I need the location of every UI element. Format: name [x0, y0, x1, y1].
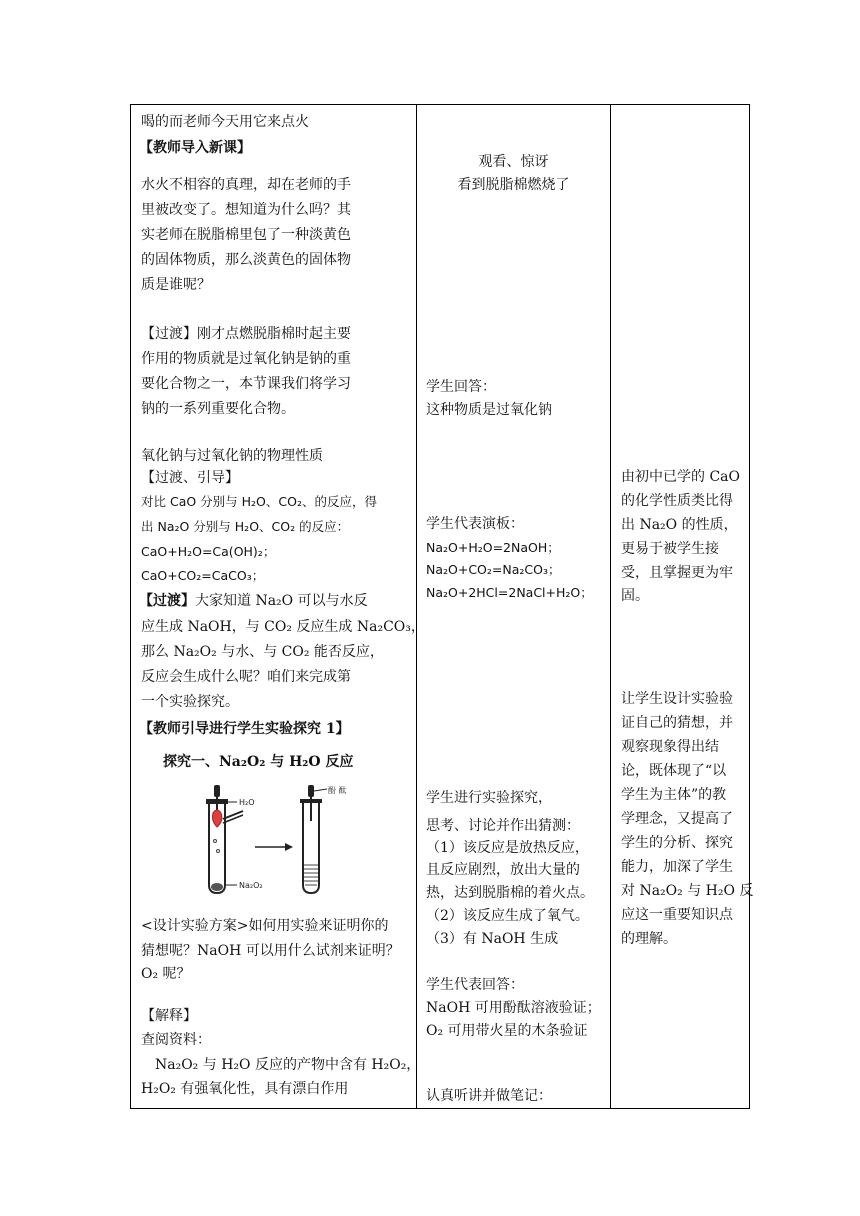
label-h2o: H₂O — [239, 798, 255, 807]
equation-line: Na₂O+H₂O=2NaOH； — [426, 540, 560, 555]
text-line: 认真听讲并做笔记： — [426, 1088, 552, 1104]
text-line: 学生代表演板： — [426, 516, 524, 532]
text-line: 学生代表回答： — [426, 977, 524, 993]
text-line: 让学生设计实验验 — [621, 691, 733, 707]
text-line: （3）有 NaOH 生成 — [426, 931, 559, 947]
text-line: 出 Na₂O 的性质， — [621, 517, 738, 533]
text-line: 水火不相容的真理，却在老师的手 — [141, 177, 351, 193]
section-heading: 【过渡】 — [139, 593, 195, 609]
text-line: 实老师在脱脂棉里包了一种淡黄色 — [141, 227, 351, 243]
text-line: 学生的分析、探究 — [621, 835, 733, 851]
experiment-apparatus-figure — [187, 785, 347, 900]
text-line: 的化学性质类比得 — [621, 493, 733, 509]
label-phenolphthalein: 酚 酞 — [328, 786, 347, 795]
section-heading: 【教师导入新课】 — [139, 140, 251, 156]
equation-line: Na₂O+2HCl=2NaCl+H₂O； — [426, 585, 593, 600]
text-line: 观察现象得出结 — [621, 739, 719, 755]
text-line: O₂ 可用带火星的木条验证 — [426, 1023, 588, 1039]
text-line: 观看、惊讶 — [478, 154, 549, 170]
text-line: 【过渡、引导】 — [141, 470, 239, 486]
text-line: 作用的物质就是过氧化钠是钠的重 — [141, 351, 351, 367]
text-line: Na₂O₂ 与 H₂O 反应的产物中含有 H₂O₂， — [155, 1057, 421, 1073]
text-line: 学生为主体”的教 — [621, 787, 727, 803]
text-line: H₂O₂ 有强氧化性，具有漂白作用 — [141, 1081, 349, 1097]
text-line: O₂ 呢？ — [141, 966, 191, 982]
text-line: 对比 CaO 分别与 H₂O、CO₂、的反应，得 — [141, 494, 377, 509]
text-line: 质是谁呢？ — [141, 277, 211, 293]
label-na2o2: Na₂O₂ — [239, 881, 263, 890]
student-activity-cell — [417, 105, 610, 1108]
text-line: 学生回答： — [426, 379, 496, 395]
text-line: 猜想呢？NaOH 可以用什么试剂来证明？ — [141, 943, 400, 959]
text-line: 这种物质是过氧化钠 — [426, 402, 552, 418]
text-line: 应生成 NaOH，与 CO₂ 反应生成 Na₂CO₃， — [141, 619, 425, 635]
text-line: 出 Na₂O 分别与 H₂O、CO₂ 的反应： — [141, 519, 350, 534]
text-line: 由初中已学的 CaO — [621, 469, 740, 485]
text-line: （1）该反应是放热反应， — [426, 840, 589, 856]
equation-line: CaO+CO₂=CaCO₃； — [141, 568, 265, 583]
equation-line: CaO+H₂O=Ca(OH)₂； — [141, 544, 276, 559]
section-heading: 【教师引导进行学生实验探究 1】 — [139, 721, 350, 737]
text-line: 氧化钠与过氧化钠的物理性质 — [141, 448, 323, 464]
text-line: 学理念，又提高了 — [621, 811, 733, 827]
section-heading: 【解释】 — [141, 1008, 197, 1024]
experiment-title: 探究一、Na₂O₂ 与 H₂O 反应 — [163, 754, 354, 770]
text-line: 要化合物之一，本节课我们将学习 — [141, 376, 351, 392]
text-line: 且反应剧烈，放出大量的 — [426, 862, 580, 878]
text-line: 一个实验探究。 — [141, 694, 239, 710]
text-line: 的理解。 — [621, 931, 677, 947]
lesson-table — [130, 104, 754, 1109]
text-line: NaOH 可用酚酞溶液验证； — [426, 1000, 601, 1016]
text-line: 热，达到脱脂棉的着火点。 — [426, 885, 594, 901]
design-intent-cell — [611, 105, 754, 1108]
text-line: 大家知道 Na₂O 可以与水反 — [195, 593, 368, 609]
text-line: 的固体物质，那么淡黄色的固体物 — [141, 252, 351, 268]
text-line: 【过渡】刚才点燃脱脂棉时起主要 — [141, 326, 351, 342]
text-line: 对 Na₂O₂ 与 H₂O 反 — [621, 883, 754, 899]
text-line: 查阅资料： — [141, 1032, 211, 1048]
text-line: <设计实验方案>如何用实验来证明你的 — [141, 918, 389, 934]
text-line: 固。 — [621, 588, 649, 604]
text-line: 里被改变了。想知道为什么吗？其 — [141, 202, 351, 218]
text-line: 能力，加深了学生 — [621, 859, 733, 875]
text-line — [139, 592, 368, 610]
text-line: 学生进行实验探究， — [426, 790, 552, 806]
text-line: 论，既体现了“以 — [621, 763, 727, 779]
text-line: 更易于被学生接 — [621, 541, 719, 557]
text-line: 应这一重要知识点 — [621, 907, 733, 923]
text-line: 那么 Na₂O₂ 与水、与 CO₂ 能否反应， — [141, 644, 384, 660]
text-line: 受，且掌握更为牢 — [621, 565, 733, 581]
text-line: 喝的而老师今天用它来点火 — [141, 114, 309, 130]
equation-line: Na₂O+CO₂=Na₂CO₃； — [426, 562, 561, 577]
text-line: 看到脱脂棉燃烧了 — [457, 177, 570, 193]
text-line: 证自己的猜想，并 — [621, 715, 733, 731]
text-line: （2）该反应生成了氧气。 — [426, 908, 589, 924]
text-line: 思考、讨论并作出猜测： — [426, 818, 580, 834]
text-line: 反应会生成什么呢？咱们来完成第 — [141, 669, 351, 685]
teacher-activity-cell — [131, 105, 425, 1108]
text-line: 钠的一系列重要化合物。 — [141, 401, 295, 417]
